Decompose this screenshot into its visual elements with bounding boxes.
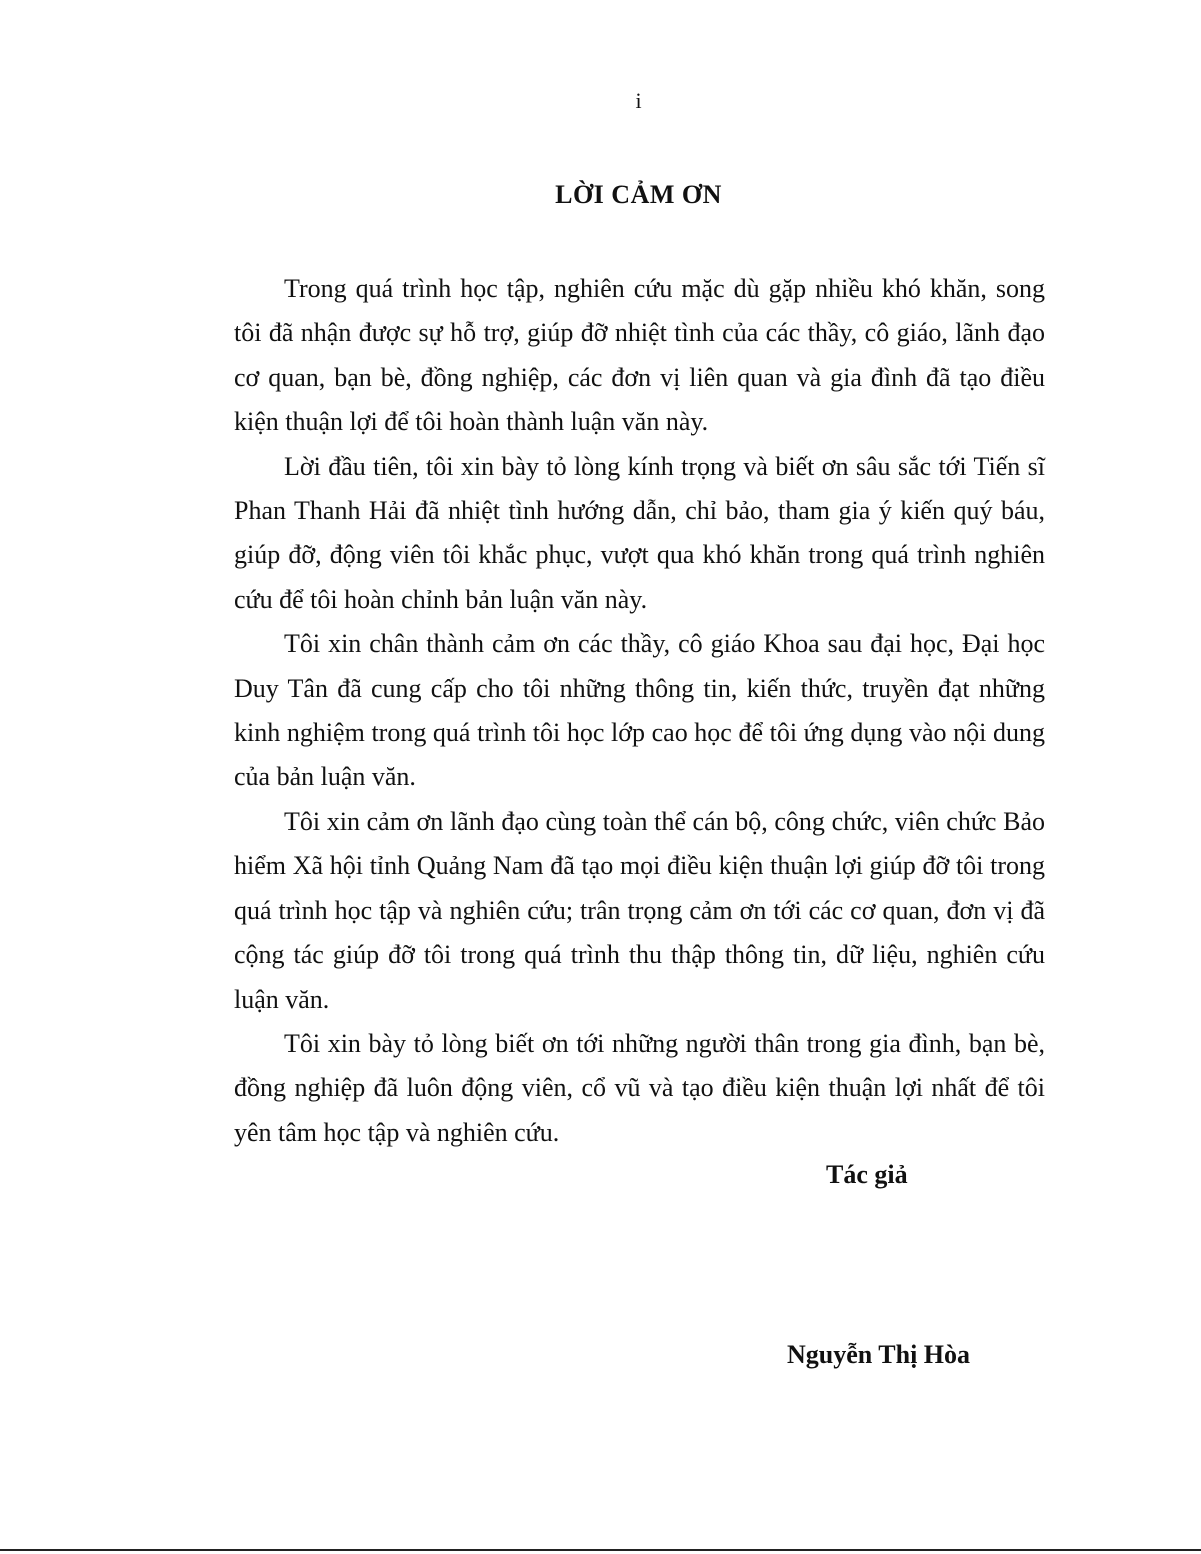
page-bottom-divider	[0, 1549, 1201, 1551]
signature-name: Nguyễn Thị Hòa	[787, 1340, 971, 1369]
page-number: i	[635, 88, 642, 113]
page-title: LỜI CẢM ƠN	[555, 180, 722, 209]
paragraph: Tôi xin chân thành cảm ơn các thầy, cô giáo Khoa sau đại học, Đại học Duy Tân đã cung cấp cho tôi những thông tin, kiến thức, truyền đạt những kinh nghiệm trong quá trình tôi học lớp cao học để tôi ứng dụng vào nội dung của bản luận văn.	[234, 629, 1045, 792]
paragraph: Tôi xin cảm ơn lãnh đạo cùng toàn thể cán bộ, công chức, viên chức Bảo hiểm Xã hội tỉnh Quảng Nam đã tạo mọi điều kiện thuận lợi giúp đỡ tôi trong quá trình học tập và nghiên cứu; trân trọng cảm ơn tới các cơ quan, đơn vị đã cộng tác giúp đỡ tôi trong quá trình thu thập thông tin, dữ liệu, nghiên cứu luận văn.	[234, 806, 1045, 1014]
paragraph: Tôi xin bày tỏ lòng biết ơn tới những người thân trong gia đình, bạn bè, đồng nghiệp đã luôn động viên, cổ vũ và tạo điều kiện thuận lợi nhất để tôi yên tâm học tập và nghiên cứu.	[234, 1028, 1045, 1147]
acknowledgement-body	[234, 267, 1045, 1155]
paragraph: Lời đầu tiên, tôi xin bày tỏ lòng kính trọng và biết ơn sâu sắc tới Tiến sĩ Phan Thanh Hải đã nhiệt tình hướng dẫn, chỉ bảo, tham gia ý kiến quý báu, giúp đỡ, động viên tôi khắc phục, vượt qua khó khăn trong quá trình nghiên cứu để tôi hoàn chỉnh bản luận văn này.	[234, 451, 1045, 614]
signature-role: Tác giả	[826, 1160, 908, 1189]
paragraph: Trong quá trình học tập, nghiên cứu mặc dù gặp nhiều khó khăn, song tôi đã nhận được sự hỗ trợ, giúp đỡ nhiệt tình của các thầy, cô giáo, lãnh đạo cơ quan, bạn bè, đồng nghiệp, các đơn vị liên quan và gia đình đã tạo điều kiện thuận lợi để tôi hoàn thành luận văn này.	[234, 274, 1045, 437]
